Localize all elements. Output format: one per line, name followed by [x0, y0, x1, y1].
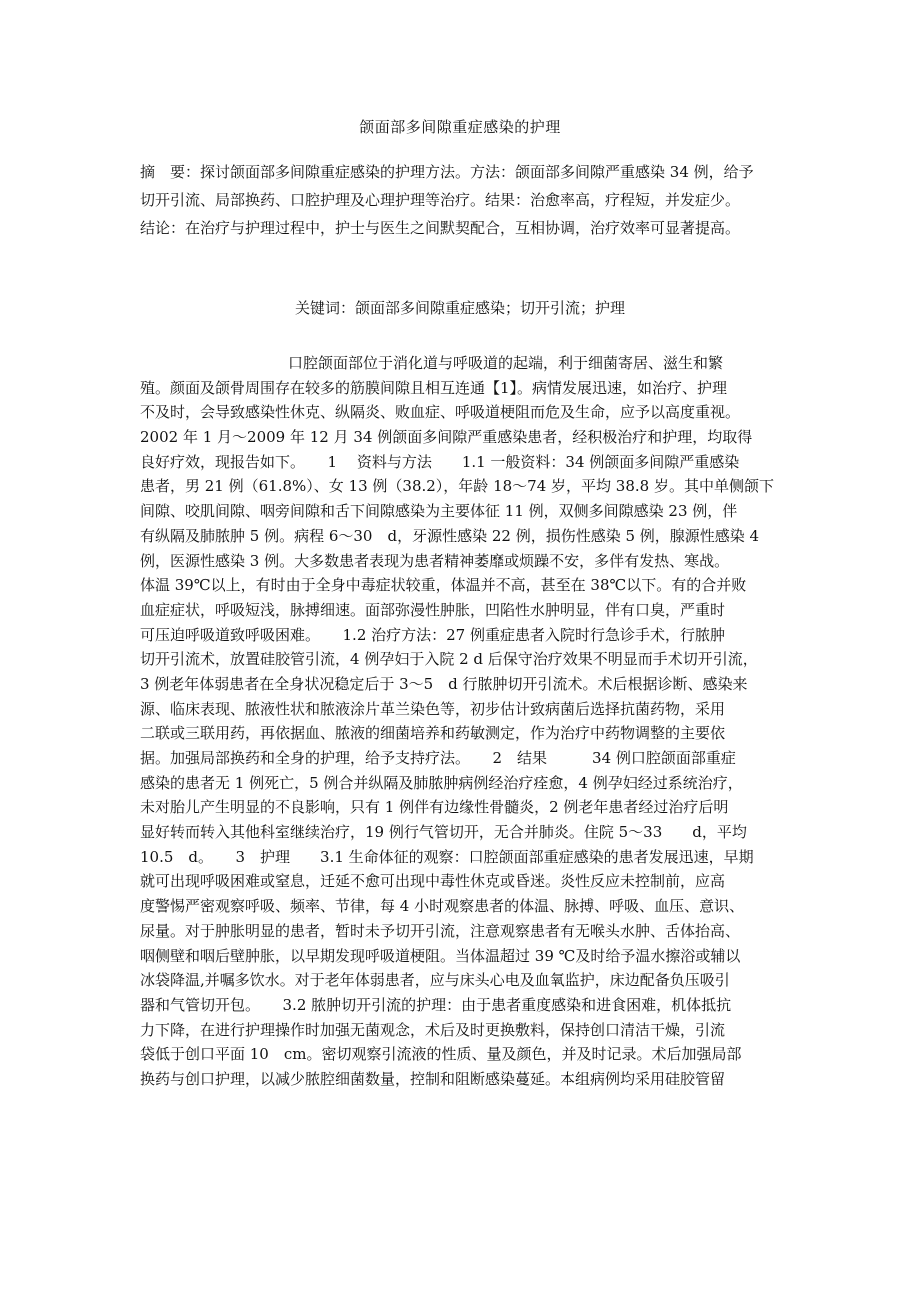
keywords-line: 关键词：颌面部多间隙重症感染；切开引流；护理: [294, 299, 625, 317]
abstract-line: 切开引流、局部换药、口腔护理及心理护理等治疗。结果：治愈率高，疗程短，并发症少。: [140, 191, 741, 209]
body-line: 3 例老年体弱患者在全身状况稳定后于 3～5 d 行脓肿切开引流术。术后根据诊断、感染来: [140, 674, 748, 693]
body-line: 未对胎儿产生明显的不良影响，只有 1 例伴有边缘性骨髓炎，2 例老年患者经过治疗后明: [140, 798, 729, 817]
document-title: 颌面部多间隙重症感染的护理: [359, 118, 561, 136]
body-line: 就可出现呼吸困难或窒息，迁延不愈可出现中毒性休克或昏迷。炎性反应未控制前，应高: [140, 872, 726, 891]
body-line: 有纵隔及肺脓肿 5 例。病程 6～30 d，牙源性感染 22 例，损伤性感染 5 例，腺源性感染 4: [140, 526, 760, 545]
body-line: 间隙、咬肌间隙、咽旁间隙和舌下间隙感染为主要体征 11 例，双侧多间隙感染 23 例，伴: [140, 502, 738, 521]
body-line: 切开引流术，放置硅胶管引流，4 例孕妇于入院 2 d 后保守治疗效果不明显而手术切开引流，: [140, 650, 758, 669]
body-line: 度警惕严密观察呼吸、频率、节律，每 4 小时观察患者的体温、脉搏、呼吸、血压、意识、: [140, 897, 745, 916]
body-line: 例，医源性感染 3 例。大多数患者表现为患者精神萎靡或烦躁不安，多伴有发热、寒战。: [140, 551, 730, 570]
body-line: 10.5 d。 3 护理 3.1 生命体征的观察：口腔颌面部重症感染的患者发展迅速，早期: [140, 847, 754, 866]
body-line: 可压迫呼吸道致呼吸困难。 1.2 治疗方法：27 例重症患者入院时行急诊手术，行脓肿: [140, 625, 725, 644]
abstract-line: 摘 要：探讨颌面部多间隙重症感染的护理方法。方法：颌面部多间隙严重感染 34 例，给予: [140, 163, 754, 181]
body-line: 患者，男 21 例（61.8%）、女 13 例（38.2），年龄 18～74 岁，平均 38.8 岁。其中单侧颌下: [140, 477, 774, 496]
body-line: 冰袋降温,并嘱多饮水。对于老年体弱患者，应与床头心电及血氧监护，床边配备负压吸引: [140, 971, 730, 990]
body-line: 感染的患者无 1 例死亡，5 例合并纵隔及肺脓肿病例经治疗痊愈，4 例孕妇经过系统治疗，: [140, 773, 743, 792]
abstract-line: 结论：在治疗与护理过程中，护士与医生之间默契配合，互相协调，治疗效率可显著提高。: [140, 219, 741, 237]
body-line: 口腔颌面部位于消化道与呼吸道的起端，利于细菌寄居、滋生和繁: [288, 354, 724, 372]
body-line: 体温 39℃以上，有时由于全身中毒症状较重，体温并不高，甚至在 38℃以下。有的合并败: [140, 576, 747, 595]
body-line: 显好转而转入其他科室继续治疗，19 例行气管切开，无合并肺炎。住院 5～33 d，平均: [140, 823, 747, 842]
body-line: 袋低于创口平面 10 cm。密切观察引流液的性质、量及颜色，并及时记录。术后加强局部: [140, 1045, 742, 1064]
body-line: 2002 年 1 月～2009 年 12 月 34 例颌面多间隙严重感染患者，经积极治疗和护理，均取得: [140, 428, 753, 447]
body-line: 器和气管切开包。 3.2 脓肿切开引流的护理：由于患者重度感染和进食困难，机体抵抗: [140, 995, 732, 1014]
body-line: 力下降，在进行护理操作时加强无菌观念，术后及时更换敷料，保持创口清洁干燥，引流: [140, 1020, 726, 1039]
body-line: 尿量。对于肿胀明显的患者，暂时未予切开引流，注意观察患者有无喉头水肿、舌体抬高、: [140, 921, 741, 940]
body-line: 源、临床表现、脓液性状和脓液涂片革兰染色等，初步估计致病菌后选择抗菌药物，采用: [140, 699, 726, 718]
body-line: 殖。颜面及颌骨周围存在较多的筋膜间隙且相互连通【1】。病情发展迅速，如治疗、护理: [140, 378, 728, 397]
body-text: [140, 351, 800, 1092]
body-line: 血症症状，呼吸短浅，脉搏细速。面部弥漫性肿胀，凹陷性水肿明显，伴有口臭，严重时: [140, 600, 726, 619]
body-line: 据。加强局部换药和全身的护理，给予支持疗法。 2 结果 34 例口腔颌面部重症: [140, 749, 736, 767]
body-line: 咽侧壁和咽后壁肿胀，以早期发现呼吸道梗阻。当体温超过 39 ℃及时给予温水擦浴或辅以: [140, 946, 741, 965]
body-line: 二联或三联用药，再依据血、脓液的细菌培养和药敏测定，作为治疗中药物调整的主要依: [140, 724, 726, 743]
body-line: 良好疗效，现报告如下。 1 资料与方法 1.1 一般资料：34 例颌面多间隙严重感染: [140, 452, 740, 471]
abstract-section: [140, 158, 790, 242]
body-line: 换药与创口护理，以减少脓腔细菌数量，控制和阻断感染蔓延。本组病例均采用硅胶管留: [140, 1069, 726, 1088]
body-line: 不及时，会导致感染性休克、纵隔炎、败血症、呼吸道梗阻而危及生命，应予以高度重视。: [140, 403, 741, 422]
